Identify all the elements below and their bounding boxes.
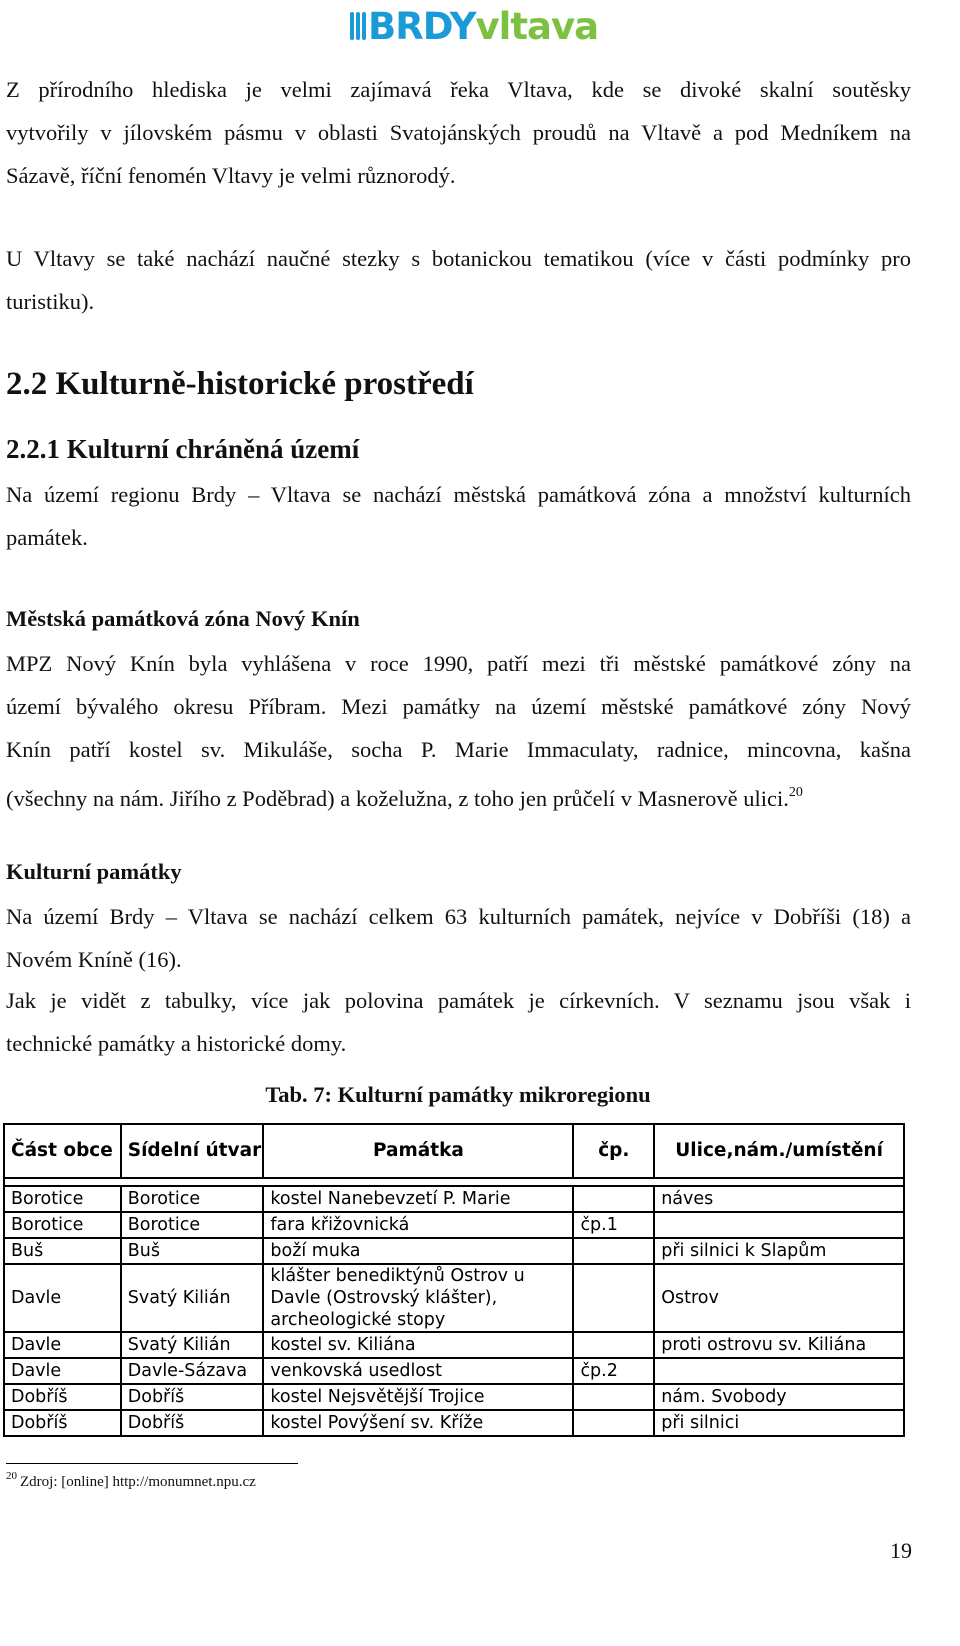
- mpz-paragraph: [6, 642, 911, 814]
- table-cell: Borotice: [121, 1186, 264, 1212]
- column-header-cast-obce: Část obce: [4, 1124, 121, 1178]
- table-cell: Dobříš: [121, 1410, 264, 1436]
- column-header-ulice: Ulice,nám./umístění: [654, 1124, 904, 1178]
- text-line: U Vltavy se také nachází naučné stezky s botanickou tematikou (více v části podmínky pro: [6, 246, 911, 271]
- text-line: Na území regionu Brdy – Vltava se nachází městská památková zóna a množství kulturních: [6, 482, 911, 507]
- footnote-divider: [6, 1463, 298, 1464]
- text-line: MPZ Nový Knín byla vyhlášena v roce 1990, patří mezi tři městské památkové zóny na: [6, 651, 911, 676]
- table-cell: [573, 1410, 654, 1436]
- table-cell: [654, 1358, 904, 1384]
- logo-stripes-icon: [350, 10, 366, 42]
- table-cell: čp.1: [573, 1212, 654, 1238]
- table-cell: [573, 1384, 654, 1410]
- subsection-heading: 2.2.1 Kulturní chráněná území: [6, 434, 360, 464]
- text-line: turistiku).: [6, 289, 95, 314]
- table-cell: Svatý Kilián: [121, 1264, 264, 1332]
- table-cell: kostel Nejsvětější Trojice: [263, 1384, 573, 1410]
- table-row: [4, 1358, 904, 1384]
- column-header-pamatka: Památka: [263, 1124, 573, 1178]
- table-cell: [573, 1186, 654, 1212]
- table-cell: fara křižovnická: [263, 1212, 573, 1238]
- section-heading: 2.2 Kulturně-historické prostředí: [6, 366, 474, 402]
- table-cell: proti ostrovu sv. Kiliána: [654, 1332, 904, 1358]
- table-cell: při silnici: [654, 1410, 904, 1436]
- footnote: [6, 1470, 256, 1491]
- table-row: [4, 1212, 904, 1238]
- table-cell: čp.2: [573, 1358, 654, 1384]
- table-row: [4, 1332, 904, 1358]
- table-cell: [573, 1264, 654, 1332]
- intro-paragraph-2: [6, 237, 911, 323]
- table-cell: nám. Svobody: [654, 1384, 904, 1410]
- text-line: Jak je vidět z tabulky, více jak polovina památek je církevních. V seznamu jsou však i: [6, 988, 911, 1013]
- table-cell: Borotice: [4, 1212, 121, 1238]
- table-cell: Dobříš: [4, 1410, 121, 1436]
- table-cell: Davle: [4, 1358, 121, 1384]
- text-line: Knín patří kostel sv. Mikuláše, socha P. Marie Immaculaty, radnice, mincovna, kašna: [6, 737, 911, 762]
- table-cell: Dobříš: [4, 1384, 121, 1410]
- spacer-cell: [4, 1178, 904, 1186]
- column-header-cp: čp.: [573, 1124, 654, 1178]
- logo-brdy: BRDY: [368, 4, 476, 48]
- table-cell: náves: [654, 1186, 904, 1212]
- section-paragraph: [6, 473, 911, 559]
- table-spacer-row: [4, 1178, 904, 1186]
- table-cell: boží muka: [263, 1238, 573, 1264]
- table-row: [4, 1264, 904, 1332]
- text-line: Sázavě, říční fenomén Vltavy je velmi různorodý.: [6, 163, 456, 188]
- footnote-number: 20: [6, 1470, 17, 1482]
- footnote-reference[interactable]: 20: [788, 785, 803, 800]
- table-cell: Borotice: [121, 1212, 264, 1238]
- kulturni-pamatky-heading: Kulturní památky: [6, 859, 182, 884]
- monuments-table: [3, 1123, 905, 1437]
- page-number: 19: [890, 1538, 912, 1563]
- mpz-heading: Městská památková zóna Nový Knín: [6, 606, 360, 631]
- table-cell: při silnici k Slapům: [654, 1238, 904, 1264]
- table-cell: [654, 1212, 904, 1238]
- table-cell: Dobříš: [121, 1384, 264, 1410]
- table-cell: venkovská usedlost: [263, 1358, 573, 1384]
- logo-vltava: vltava: [475, 4, 599, 48]
- text-line: Z přírodního hlediska je velmi zajímavá řeka Vltava, kde se divoké skalní soutěsky: [6, 77, 911, 102]
- table-row: [4, 1186, 904, 1212]
- mpz-last-line: (všechny na nám. Jiřího z Poděbrad) a koželužna, z toho jen průčelí v Masnerově ulici.: [6, 786, 789, 811]
- table-caption: Tab. 7: Kulturní památky mikroregionu: [265, 1082, 651, 1107]
- brdy-vltava-logo: [350, 6, 598, 46]
- text-line: [6, 771, 911, 814]
- table-cell: Davle: [4, 1264, 121, 1332]
- table-cell: kostel Nanebevzetí P. Marie: [263, 1186, 573, 1212]
- table-cell: kostel sv. Kiliána: [263, 1332, 573, 1358]
- text-line: území bývalého okresu Příbram. Mezi památky na území městské památkové zóny Nový: [6, 694, 911, 719]
- kp-paragraph-2: [6, 979, 911, 1065]
- footnote-text: Zdroj: [online] http://monumnet.npu.cz: [20, 1474, 256, 1490]
- table-cell: [573, 1332, 654, 1358]
- table-cell: Buš: [121, 1238, 264, 1264]
- kp-paragraph-1: [6, 895, 911, 981]
- intro-paragraph-1: [6, 68, 911, 197]
- text-line: technické památky a historické domy.: [6, 1031, 347, 1056]
- table-cell: Svatý Kilián: [121, 1332, 264, 1358]
- text-line: vytvořily v jílovském pásmu v oblasti Svatojánských proudů na Vltavě a pod Medníkem na: [6, 120, 911, 145]
- table-cell: Buš: [4, 1238, 121, 1264]
- table-cell: kostel Povýšení sv. Kříže: [263, 1410, 573, 1436]
- table-row: [4, 1410, 904, 1436]
- text-line: Novém Kníně (16).: [6, 947, 182, 972]
- text-line: památek.: [6, 525, 88, 550]
- table-cell: klášter benediktýnů Ostrov u Davle (Ostrovský klášter), archeologické stopy: [263, 1264, 573, 1332]
- text-line: Na území Brdy – Vltava se nachází celkem 63 kulturních památek, nejvíce v Dobříši (18) a: [6, 904, 911, 929]
- column-header-sidelni-utvar: Sídelní útvar: [121, 1124, 264, 1178]
- table-row: [4, 1384, 904, 1410]
- table-cell: Ostrov: [654, 1264, 904, 1332]
- table-header-row: [4, 1124, 904, 1178]
- table-cell: Borotice: [4, 1186, 121, 1212]
- table-cell: Davle-Sázava: [121, 1358, 264, 1384]
- table-cell: Davle: [4, 1332, 121, 1358]
- table-row: [4, 1238, 904, 1264]
- table-cell: [573, 1238, 654, 1264]
